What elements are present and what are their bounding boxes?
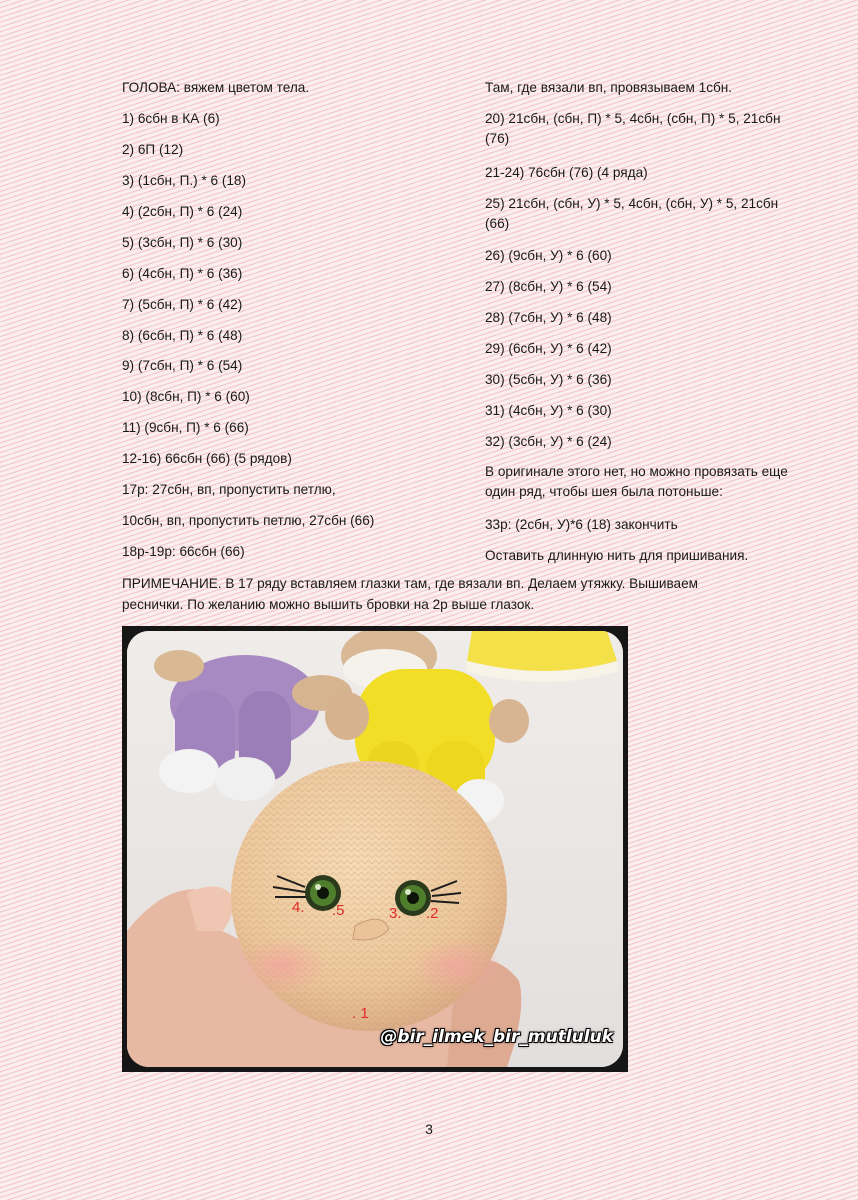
section-heading: ГОЛОВА: вяжем цветом тела. [122,80,310,95]
amigurumi-head-photo [127,631,623,1067]
pattern-row: 6) (4сбн, П) * 6 (36) [122,266,243,281]
pattern-row: 32) (3сбн, У) * 6 (24) [485,434,612,449]
pattern-row: 26) (9сбн, У) * 6 (60) [485,248,612,263]
page-number: 3 [425,1121,433,1137]
crochet-head [231,761,507,1031]
stitch-marker: .2 [426,905,439,922]
pattern-row: 17р: 27сбн, вп, пропустить петлю, [122,482,336,497]
pattern-row: 30) (5сбн, У) * 6 (36) [485,372,612,387]
pattern-row: 7) (5сбн, П) * 6 (42) [122,297,243,312]
photo-illustration [127,631,623,1067]
pattern-row: 5) (3сбн, П) * 6 (30) [122,235,243,250]
stitch-marker: . 1 [352,1005,369,1022]
pattern-row: 21-24) 76сбн (76) (4 ряда) [485,165,648,180]
pattern-row: 29) (6сбн, У) * 6 (42) [485,341,612,356]
pattern-row: 9) (7сбн, П) * 6 (54) [122,358,243,373]
pattern-instruction: Там, где вязали вп, провязываем 1сбн. [485,80,733,95]
pattern-instruction: Оставить длинную нить для пришивания. [485,548,749,563]
pattern-row: 11) (9сбн, П) * 6 (66) [122,420,249,435]
pattern-row: 33р: (2сбн, У)*6 (18) закончить [485,517,678,532]
pattern-row: 3) (1сбн, П.) * 6 (18) [122,173,247,188]
note-paragraph: ПРИМЕЧАНИЕ. В 17 ряду вставляем глазки там, где вязали вп. Делаем утяжку. Вышиваем реснички. По желанию можно вышить бровки на 2р выше глазок. [122,576,699,612]
pattern-row: 8) (6сбн, П) * 6 (48) [122,328,243,343]
pattern-row: 18р-19р: 66сбн (66) [122,544,245,559]
stitch-marker: .5 [332,902,345,919]
pattern-row: 20) 21сбн, (сбн, П) * 5, 4сбн, (сбн, П) * 5, 21сбн (76) [485,111,781,146]
photo-frame [122,626,628,1072]
pattern-row: 27) (8сбн, У) * 6 (54) [485,279,612,294]
pattern-row: 4) (2сбн, П) * 6 (24) [122,204,243,219]
stitch-marker: 3. [389,905,402,922]
pattern-row: 31) (4сбн, У) * 6 (30) [485,403,612,418]
stitch-marker: 4. [292,899,305,916]
pattern-row: 2) 6П (12) [122,142,184,157]
pattern-row: 10) (8сбн, П) * 6 (60) [122,389,250,404]
pattern-row: 25) 21сбн, (сбн, У) * 5, 4сбн, (сбн, У) * 5, 21сбн (66) [485,196,779,231]
watermark: @bir_ilmek_bir_mutluluk [380,1027,613,1047]
pattern-comment: В оригинале этого нет, но можно провязать еще один ряд, чтобы шея была потоньше: [485,464,788,499]
pattern-row: 1) 6сбн в КА (6) [122,111,220,126]
pattern-row: 28) (7сбн, У) * 6 (48) [485,310,612,325]
pattern-row: 12-16) 66сбн (66) (5 рядов) [122,451,292,466]
pattern-row: 10сбн, вп, пропустить петлю, 27сбн (66) [122,513,375,528]
